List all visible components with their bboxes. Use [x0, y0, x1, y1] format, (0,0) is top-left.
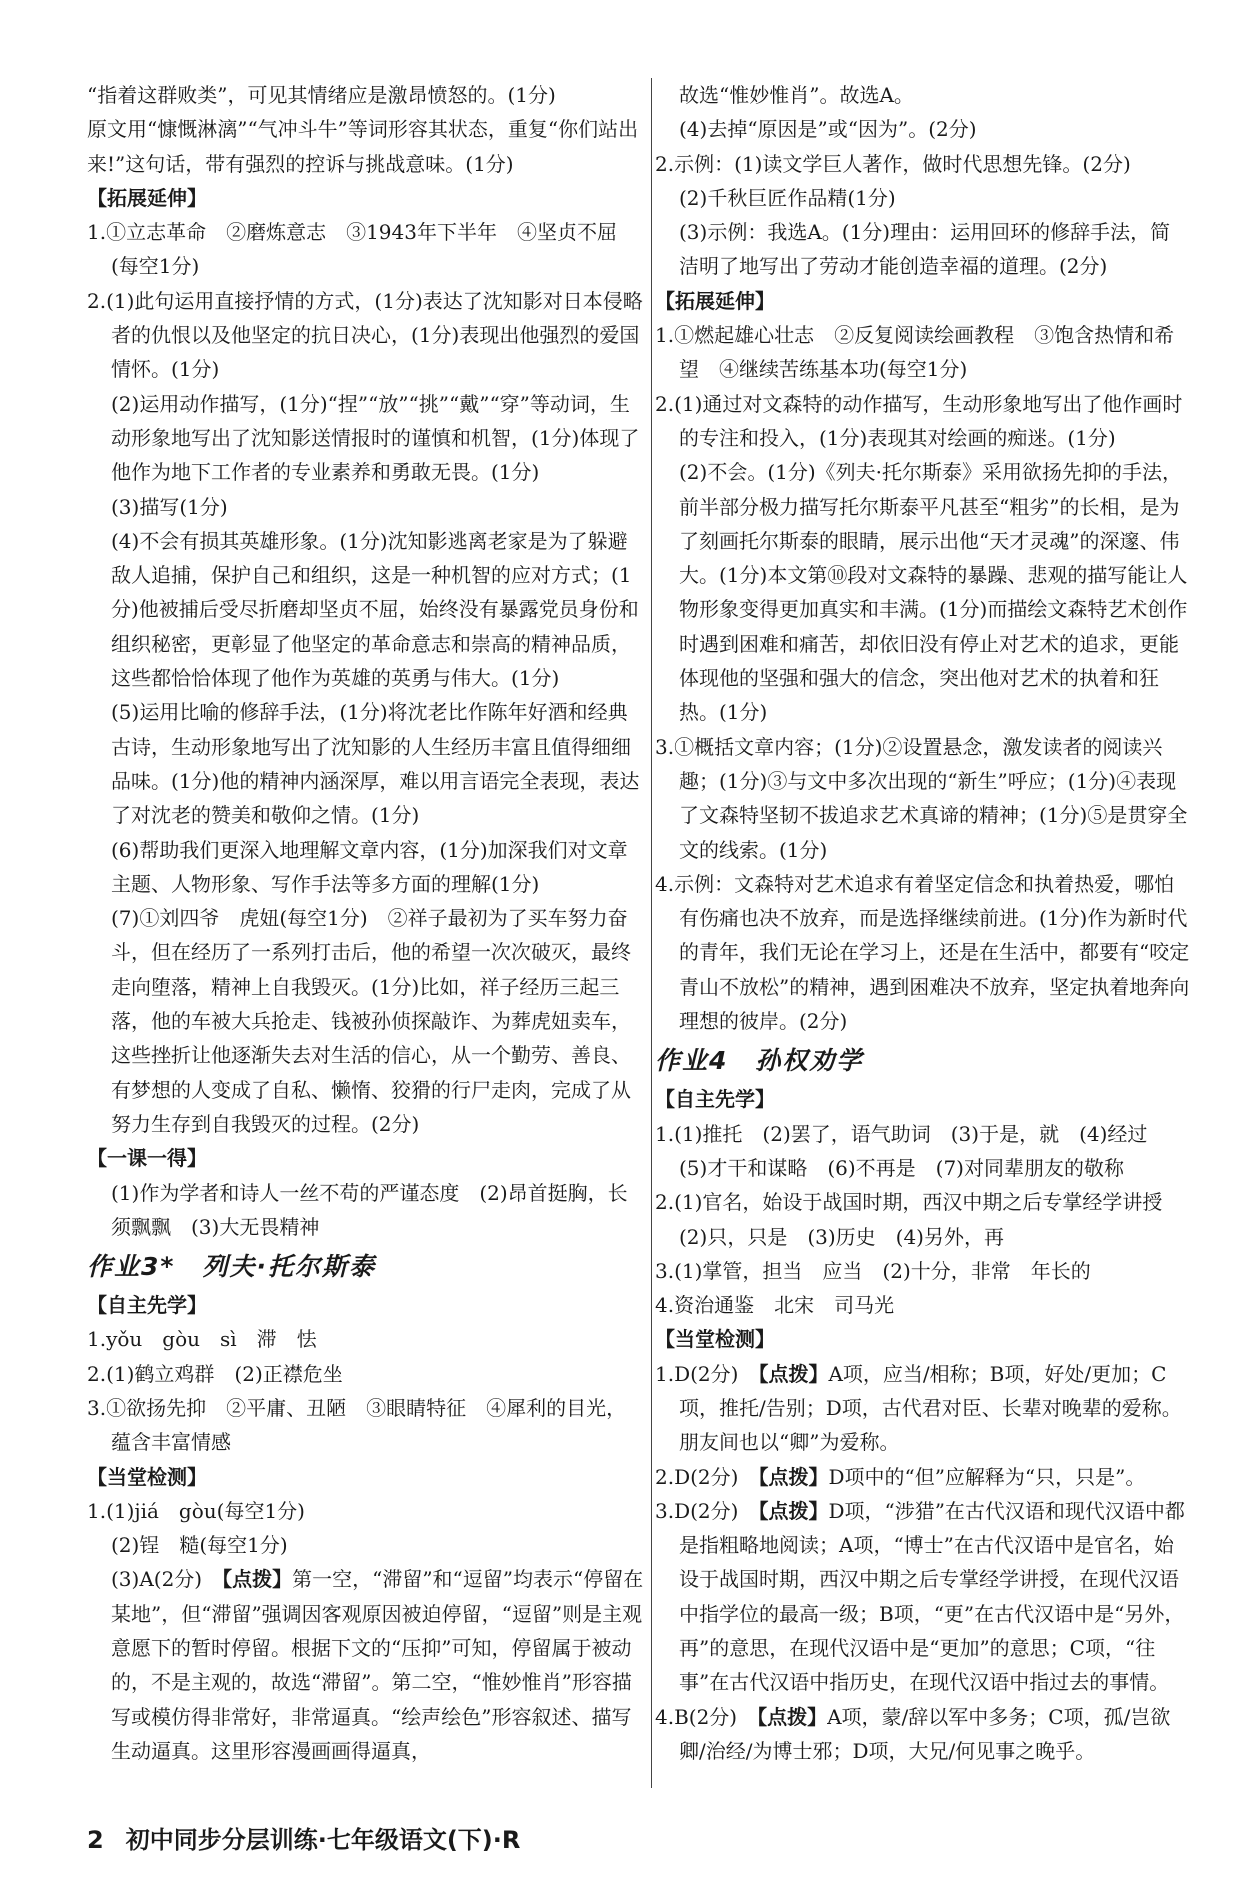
answer-item: 1.①立志革命 ②磨炼意志 ③1943年下半年 ④坚贞不屈(每空1分) — [87, 220, 617, 279]
answer-subitem: (2)运用动作描写，(1分)“捏”“放”“挑”“戴”“穿”等动词，生动形象地写出了沈知影送情报时的谨慎和机智，(1分)体现了他作为地下工作者的专业素养和勇敢无畏。(1分) — [111, 391, 640, 485]
hint-text: 第一空，“滞留”和“逗留”均表示“停留在某地”，但“滞留”强调因客观原因被迫停留，“逗留”则是主观意愿下的暂时停留。根据下文的“压抑”可知，停留属于被动的，不是主观的，故选“滞留”。第二空，“惟妙惟肖”形容描写或模仿得非常好，非常逼真。“绘声绘色”形容叙述、描写生动逼真。这里形容漫画画得逼真， — [111, 1567, 644, 1763]
answer-item: 1.yǒu gòu sì 滞 怯 — [87, 1327, 317, 1352]
hint-label: 【点拨】 — [758, 1361, 829, 1386]
section-heading: 【自主先学】 — [87, 1293, 207, 1318]
answer-subitem: (1)作为学者和诗人一丝不苟的严谨态度 (2)昂首挺胸，长须飘飘 (3)大无畏精神 — [111, 1180, 628, 1239]
answer-item — [655, 1494, 1190, 1700]
section-heading: 【拓展延伸】 — [655, 288, 775, 313]
right-column — [655, 78, 1190, 1768]
paragraph: 原文用“慷慨淋漓”“气冲斗牛”等词形容其状态，重复“你们站出来!”这句话，带有强烈的控诉与挑战意味。(1分) — [87, 117, 639, 176]
answer-subitem: (4)去掉“原因是”或“因为”。(2分) — [679, 117, 977, 142]
answer-item — [655, 1700, 1190, 1769]
answer-subitem: (2)锃 糙(每空1分) — [111, 1533, 288, 1558]
section-heading: 【自主先学】 — [655, 1087, 775, 1112]
left-column — [87, 78, 644, 1768]
answer-item: 3.①概括文章内容；(1分)②设置悬念，激发读者的阅读兴趣；(1分)③与文中多次出现的“新生”呼应；(1分)④表现了文森特坚韧不拔追求艺术真谛的精神；(1分)⑤是贯穿全文的线索。(1分) — [655, 734, 1188, 862]
answer-key: 3.D(2分) — [655, 1498, 759, 1523]
answer-subitem: (6)帮助我们更深入地理解文章内容，(1分)加深我们对文章主题、人物形象、写作手法等多方面的理解(1分) — [111, 837, 628, 896]
answer-item: 2.(1)通过对文森特的动作描写，生动形象地写出了他作画时的专注和投入，(1分)表现其对绘画的痴迷。(1分) — [655, 391, 1183, 450]
book-title: 初中同步分层训练·七年级语文(下)·R — [125, 1826, 521, 1854]
answer-subitem: (3)描写(1分) — [111, 494, 228, 519]
answer-subitem: (2)不会。(1分)《列夫·托尔斯泰》采用欲扬先抑的手法，前半部分极力描写托尔斯泰平凡甚至“粗劣”的长相，是为了刻画托尔斯泰的眼睛，展示出他“天才灵魂”的深邃、伟大。(1分)本文第⑩段对文森特的暴躁、悲观的描写能让人物形象变得更加真实和丰满。(1分)而描绘文森特艺术创作时遇到困难和痛苦，却依旧没有停止对艺术的追求，更能体现他的坚强和强大的信念，突出他对艺术的执着和狂热。(1分) — [679, 460, 1188, 725]
answer-subitem: (4)不会有损其英雄形象。(1分)沈知影逃离老家是为了躲避敌人追捕，保护自己和组织，这是一种机智的应对方式；(1分)他被捕后受尽折磨却坚贞不屈，始终没有暴露党员身份和组织秘密，更彰显了他坚定的革命意志和崇高的精神品质，这些都恰恰体现了他作为英雄的英勇与伟大。(1分) — [111, 528, 639, 691]
answer-subitem: 故选“惟妙惟肖”。故选A。 — [679, 83, 914, 107]
answer-item — [655, 1357, 1190, 1460]
page-footer — [87, 1820, 520, 1855]
answer-item: 3.(1)掌管，担当 应当 (2)十分，非常 年长的 — [655, 1258, 1091, 1283]
answer-key: 1.D(2分) — [655, 1361, 759, 1386]
answer-item: 1.①燃起雄心壮志 ②反复阅读绘画教程 ③饱含热情和希望 ④继续苦练基本功(每空1分) — [655, 323, 1175, 382]
answer-item: 2.(1)此句运用直接抒情的方式，(1分)表达了沈知影对日本侵略者的仇恨以及他坚定的抗日决心，(1分)表现出他强烈的爱国情怀。(1分) — [87, 288, 643, 382]
hint-text: A项，蒙/辞以军中多务；C项，孤/岂欲卿/治经/为博士邪；D项，大兄/何见事之晚乎。 — [679, 1704, 1171, 1763]
paragraph: “指着这群败类”，可见其情绪应是激昂愤怒的。(1分) — [87, 83, 556, 107]
hint-label: 【点拨】 — [757, 1704, 828, 1729]
answer-subitem: (2)千秋巨匠作品精(1分) — [679, 185, 896, 210]
answer-subitem: (3)示例：我选A。(1分)理由：运用回环的修辞手法，简洁明了地写出了劳动才能创造幸福的道理。(2分) — [679, 220, 1171, 279]
answer-item: 2.(1)鹤立鸡群 (2)正襟危坐 — [87, 1361, 343, 1386]
answer-key: 2.D(2分) — [655, 1464, 759, 1489]
page-number: 2 — [87, 1826, 104, 1854]
hint-text: D项，“涉猎”在古代汉语和现代汉语中都是指粗略地阅读；A项，“博士”在古代汉语中是官名，始设于战国时期，西汉中期之后专掌经学讲授，在现代汉语中指学位的最高一级；B项，“更”在古代汉语中是“另外，再”的意思，在现代汉语中是“更加”的意思；C项，“往事”在古代汉语中指历史，在现代汉语中指过去的事情。 — [679, 1498, 1185, 1695]
answer-item: 1.(1)jiá gòu(每空1分) — [87, 1498, 305, 1523]
answer-key: 4.B(2分) — [655, 1704, 758, 1729]
answer-item: 4.资治通鉴 北宋 司马光 — [655, 1293, 895, 1318]
answer-item: 2.(1)官名，始设于战国时期，西汉中期之后专掌经学讲授 (2)只，只是 (3)历史 (4)另外，再 — [655, 1190, 1183, 1249]
answer-item — [655, 1460, 1190, 1494]
answer-item: 2.示例：(1)读文学巨人著作，做时代思想先锋。(2分) — [655, 151, 1131, 176]
assignment-title: 作业4 孙权劝学 — [655, 1046, 864, 1076]
section-heading: 【一课一得】 — [87, 1146, 207, 1171]
hint-label: 【点拨】 — [758, 1498, 829, 1523]
hint-text: D项中的“但”应解释为“只，只是”。 — [828, 1464, 1146, 1489]
hint-text: A项，应当/相称；B项，好处/更加；C项，推托/告别；D项，古代君对臣、长辈对晚辈的爱称。朋友间也以“卿”为爱称。 — [679, 1361, 1182, 1455]
answer-subitem — [87, 1562, 644, 1768]
section-heading: 【当堂检测】 — [655, 1327, 775, 1352]
assignment-title: 作业3* 列夫·托尔斯泰 — [87, 1252, 376, 1282]
answer-key: (3)A(2分) — [111, 1567, 223, 1592]
answer-item: 1.(1)推托 (2)罢了，语气助词 (3)于是，就 (4)经过 (5)才干和谋略 (6)不再是 (7)对同辈朋友的敬称 — [655, 1121, 1168, 1180]
answer-item: 4.示例：文森特对艺术追求有着坚定信念和执着热爱，哪怕有伤痛也决不放弃，而是选择继续前进。(1分)作为新时代的青年，我们无论在学习上，还是在生活中，都要有“咬定青山不放松”的精神，遇到困难决不放弃，坚定执着地奔向理想的彼岸。(2分) — [655, 871, 1190, 1034]
answer-subitem: (7)①刘四爷 虎妞(每空1分) ②祥子最初为了买车努力奋斗，但在经历了一系列打击后，他的希望一次次破灭，最终走向堕落，精神上自我毁灭。(1分)比如，祥子经历三起三落，他的车被大兵抢走、钱被孙侦探敲诈、为葬虎妞卖车，这些挫折让他逐渐失去对生活的信心，从一个勤劳、善良、有梦想的人变成了自私、懒惰、狡猾的行尸走肉，完成了从努力生存到自我毁灭的过程。(2分) — [111, 906, 631, 1136]
answer-subitem: (5)运用比喻的修辞手法，(1分)将沈老比作陈年好酒和经典古诗，生动形象地写出了沈知影的人生经历丰富且值得细细品味。(1分)他的精神内涵深厚，难以用言语完全表现，表达了对沈老的赞美和敬仰之情。(1分) — [111, 700, 640, 828]
hint-label: 【点拨】 — [222, 1567, 293, 1592]
section-heading: 【当堂检测】 — [87, 1464, 207, 1489]
answer-item: 3.①欲扬先抑 ②平庸、丑陋 ③眼睛特征 ④犀利的目光，蕴含丰富情感 — [87, 1395, 627, 1455]
section-heading: 【拓展延伸】 — [87, 185, 207, 210]
hint-label: 【点拨】 — [758, 1464, 829, 1489]
